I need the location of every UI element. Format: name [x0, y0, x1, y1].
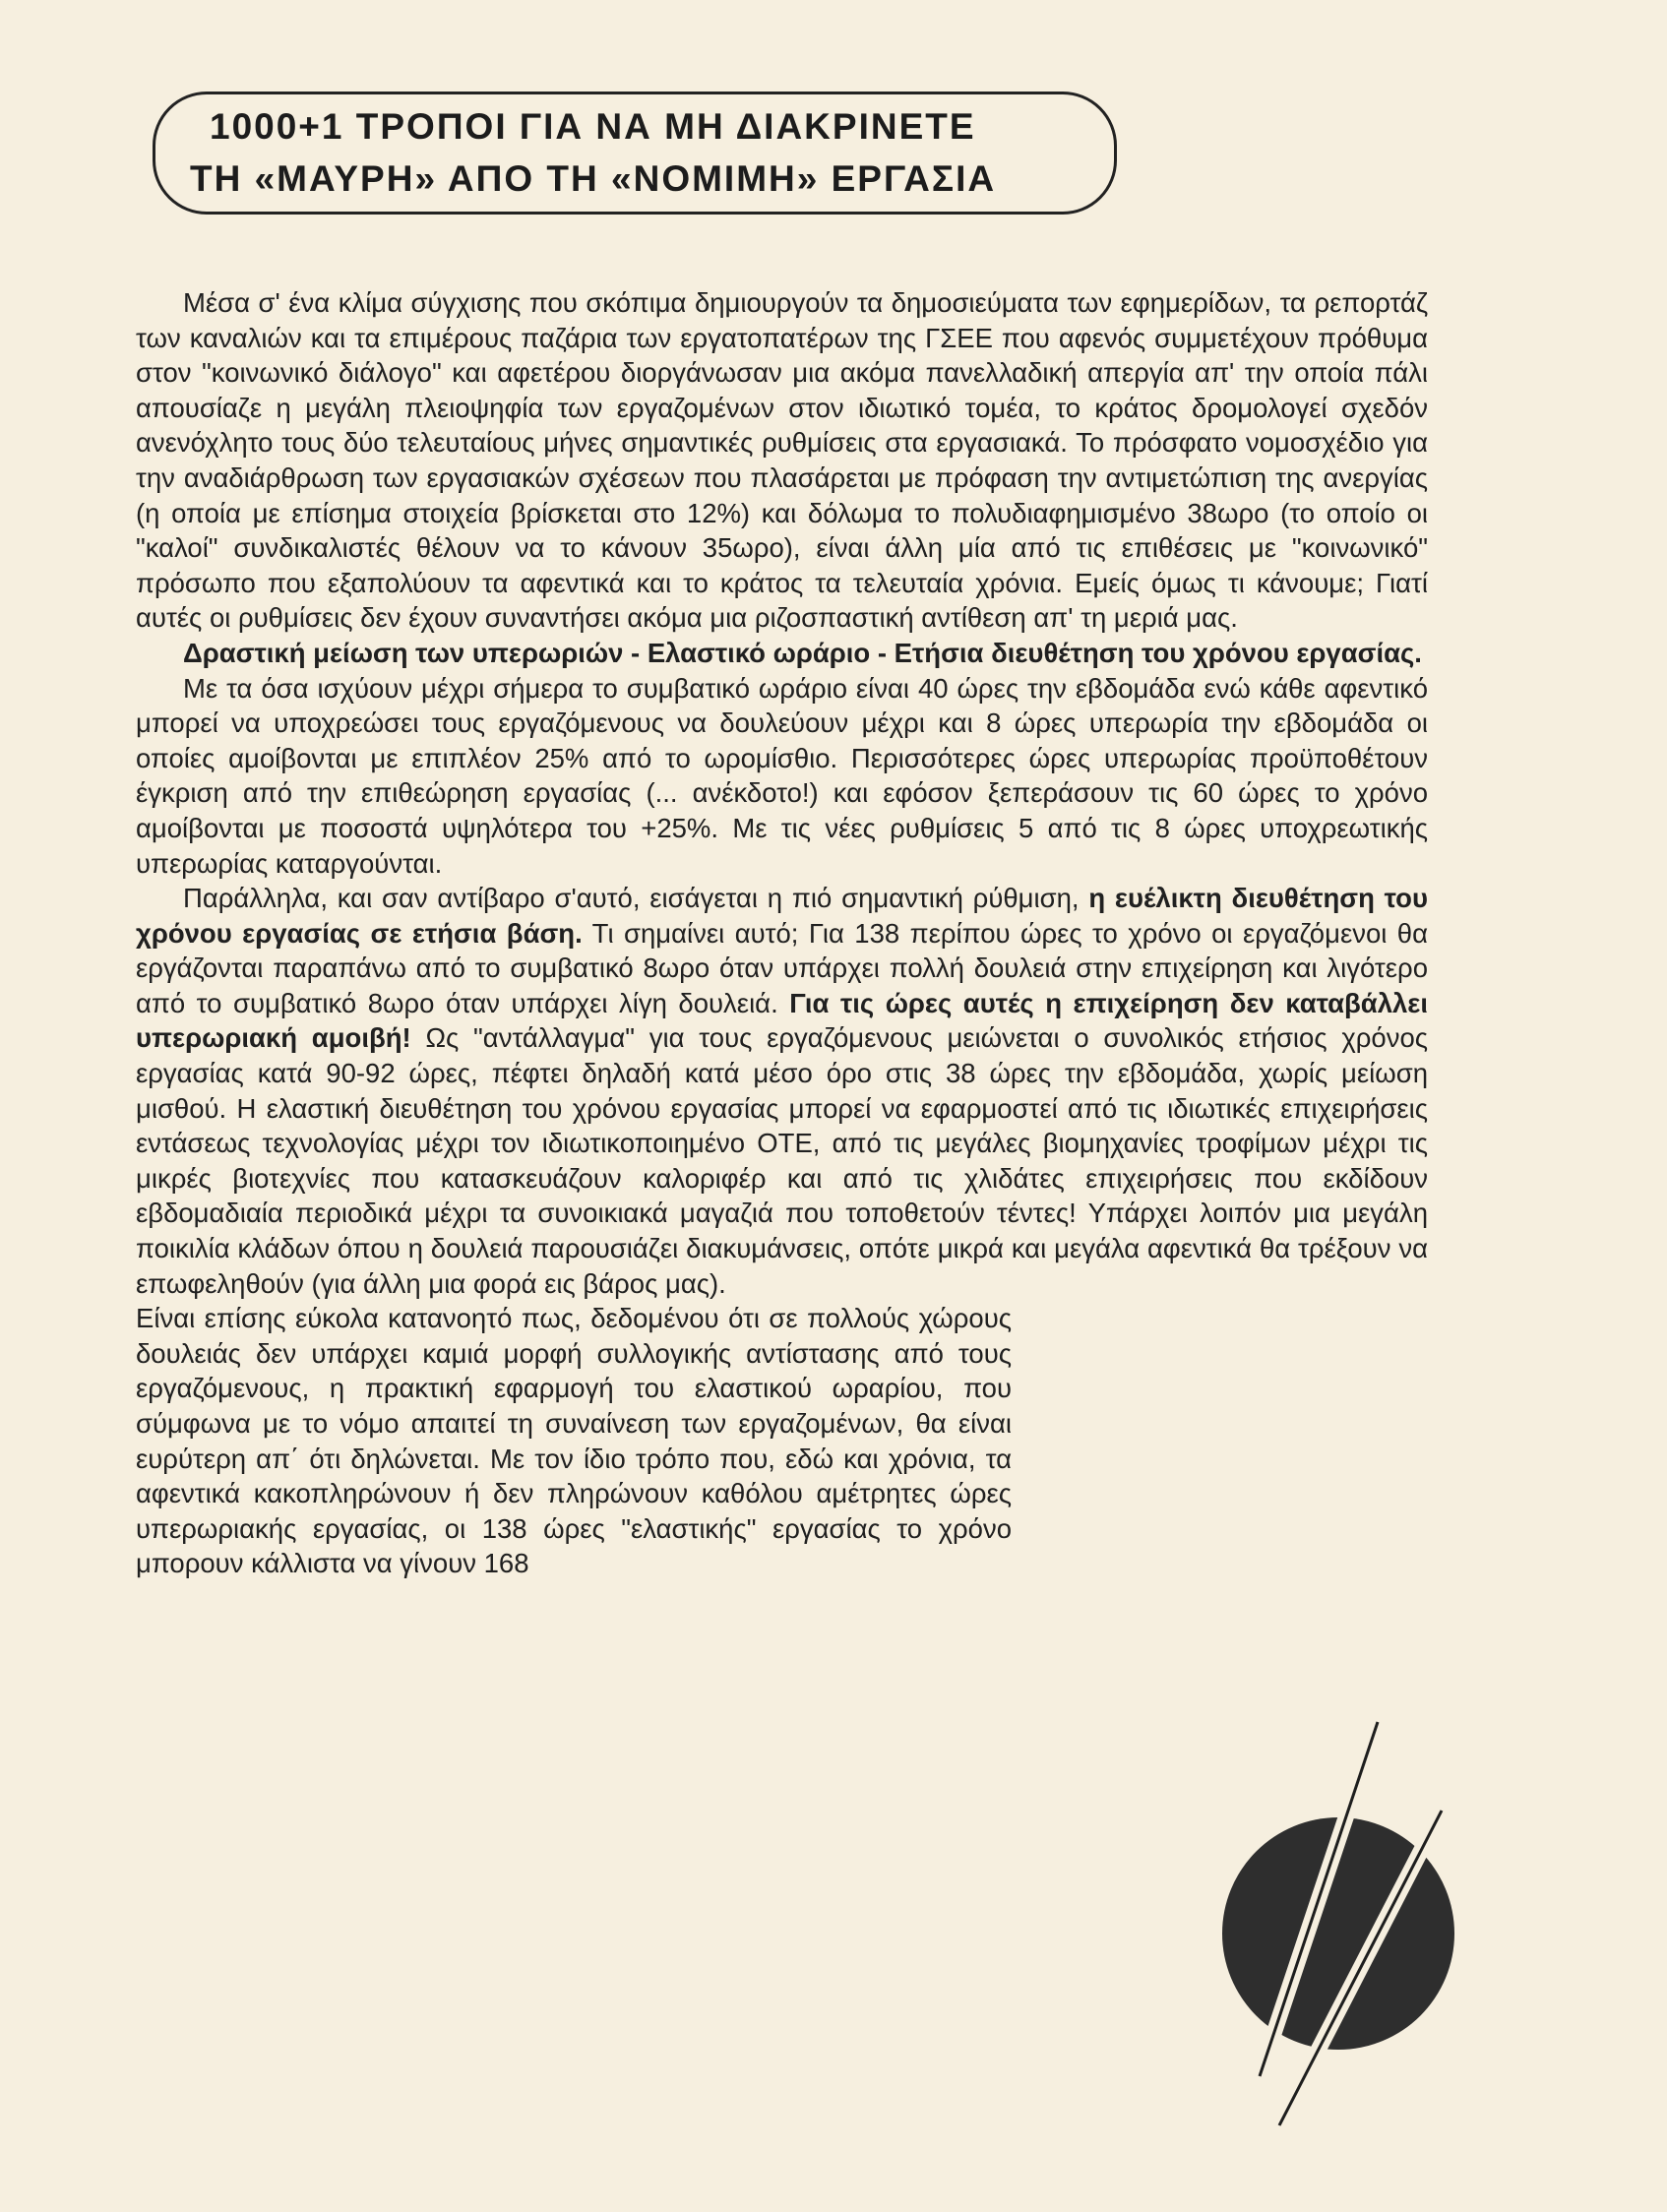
title-line-2: ΤΗ «ΜΑΥΡΗ» ΑΠΟ ΤΗ «ΝΟΜΙΜΗ» ΕΡΓΑΣΙΑ: [190, 158, 997, 199]
article-body: [136, 285, 1428, 1581]
paragraph-intro: Μέσα σ' ένα κλίμα σύγχισης που σκόπιμα δημιουργούν τα δημοσιεύματα των εφημερίδων, τα ρεπορτάζ των καναλιών και τα επιμέρους παζάρια των εργατοπατέρων της ΓΣΕΕ που αφενός συμμετέχουν πρόθυμα στον "κοινωνικό διάλογο" και αφετέρου διοργάνωσαν μια ακόμα πανελλαδική απεργία απ' την οποία πάλι απουσίαζε η μεγάλη πλειοψηφία των εργαζομένων στον ιδιωτικό τομέα, το κράτος δρομολογεί σχεδόν ανενόχλητο τους δύο τελευταίους μήνες σημαντικές ρυθμίσεις στα εργασιακά. Το πρόσφατο νομοσχέδιο για την αναδιάρθρωση των εργασιακών σχέσεων που πλασάρεται με πρόφαση την αντιμετώπιση της ανεργίας (η οποία με επίσημα στοιχεία βρίσκεται στο 12%) και δόλωμα το πολυδιαφημισμένο 38ωρο (το οποίο οι "καλοί" συνδικαλιστές θέλουν να το κάνουν 35ωρο), είναι άλλη μία από τις επιθέσεις με "κοινωνικό" πρόσωπο που εξαπολύουν τα αφεντικά και το κράτος τα τελευταία χρόνια. Εμείς όμως τι κάνουμε; Γιατί αυτές οι ρυθμίσεις δεν έχουν συναντήσει ακόμα μια ριζοσπαστική αντίθεση απ' τη μεριά μας.: [136, 287, 1428, 634]
title-line-1: 1000+1 ΤΡΟΠΟΙ ΓΙΑ ΝΑ ΜΗ ΔΙΑΚΡΙΝΕΤΕ: [210, 106, 976, 147]
paragraph-continuation: Είναι επίσης εύκολα κατανοητό πως, δεδομένου ότι σε πολλούς χώρους δουλειάς δεν υπάρχει καμιά μορφή συλλογικής αντίστασης από τους εργαζόμενους, η πρακτική εφαρμογή του ελαστικού ωραρίου, που σύμφωνα με το νόμο απαιτεί τη συναίνεση των εργαζομένων, θα είναι ευρύτερη απ΄ ότι δηλώνεται. Με τον ίδιο τρόπο που, εδώ και χρόνια, τα αφεντικά κακοπληρώνουν ή δεν πληρώνουν καθόλου αμέτρητες ώρες υπερωριακής εργασίας, οι 138 ώρες "ελαστικής" εργασίας το χρόνο μπορουν κάλλιστα να γίνουν 168: [136, 1303, 1012, 1579]
paragraph-flexible-hours: [136, 881, 1428, 1301]
title-box: [153, 92, 1117, 215]
section-heading: Δραστική μείωση των υπερωριών - Ελαστικό ωράριο - Ετήσια διευθέτηση του χρόνου εργασίας.: [183, 637, 1422, 668]
slashed-circle-logo: [1220, 1702, 1456, 2135]
paragraph-text: Παράλληλα, και σαν αντίβαρο σ'αυτό, εισάγεται η πιό σημαντική ρύθμιση,: [183, 883, 1089, 914]
emphasis-text: η ευέλικτη διευθέτηση του χρόνου εργασίας σε ετήσια βάση.: [136, 883, 1428, 949]
paragraph-overtime: Με τα όσα ισχύουν μέχρι σήμερα το συμβατικό ωράριο είναι 40 ώρες την εβδομάδα ενώ κάθε αφεντικό μπορεί να υποχρεώσει τους εργαζόμενους να δουλεύουν μέχρι και 8 ώρες υπερωρία την εβδομάδα οι οποίες αμοίβονται με επιπλέον 25% από το ωρομίσθιο. Περισσότερες ώρες υπερωρίας προϋποθέτουν έγκριση από την επιθεώρηση εργασίας (... ανέκδοτο!) και εφόσον ξεπεράσουν τις 60 ώρες το χρόνο αμοίβονται με ποσοστά υψηλότερα του +25%. Με τις νέες ρυθμίσεις 5 από τις 8 ώρες υποχρεωτικής υπερωρίας καταργούνται.: [136, 672, 1428, 879]
paragraph-text: Τι σημαίνει αυτό; Για 138 περίπου ώρες το χρόνο οι εργαζόμενοι θα εργάζονται παραπάνω από το συμβατικό 8ωρο όταν υπάρχει πολλή δουλειά στην επιχείρηση και λιγότερο από το συμβατικό 8ωρο όταν υπάρχει λίγη δουλειά.: [136, 917, 1428, 1018]
emphasis-text: Για τις ώρες αυτές η επιχείρηση δεν καταβάλλει υπερωριακή αμοιβή!: [136, 987, 1428, 1054]
paragraph-text: Ως "αντάλλαγμα" για τους εργαζόμενους μειώνεται ο συνολικός ετήσιος χρόνος εργασίας κατά 90-92 ώρες, πέφτει δηλαδή κατά μέσο όρο στις 38 ώρες την εβδομάδα, χωρίς μείωση μισθού. Η ελαστική διευθέτηση του χρόνου εργασίας μπορεί να εφαρμοστεί από τις ιδιωτικές επιχειρήσεις εντάσεως τεχνολογίας μέχρι τον ιδιωτικοποιημένο ΟΤΕ, από τις μεγάλες βιομηχανίες τροφίμων μέχρι τις μικρές βιοτεχνίες που κατασκευάζουν καλοριφέρ και από τις χλιδάτες επιχειρήσεις που εκδίδουν εβδομαδιαία περιοδικά μέχρι τα συνοικιακά μαγαζιά που τοποθετούν τέντες! Υπάρχει λοιπόν μια μεγάλη ποικιλία κλάδων όπου η δουλειά παρουσιάζει διακυμάνσεις, οπότε μικρά και μεγάλα αφεντικά θα τρέξουν να επωφεληθούν (για άλλη μια φορά εις βάρος μας).: [136, 1022, 1428, 1299]
